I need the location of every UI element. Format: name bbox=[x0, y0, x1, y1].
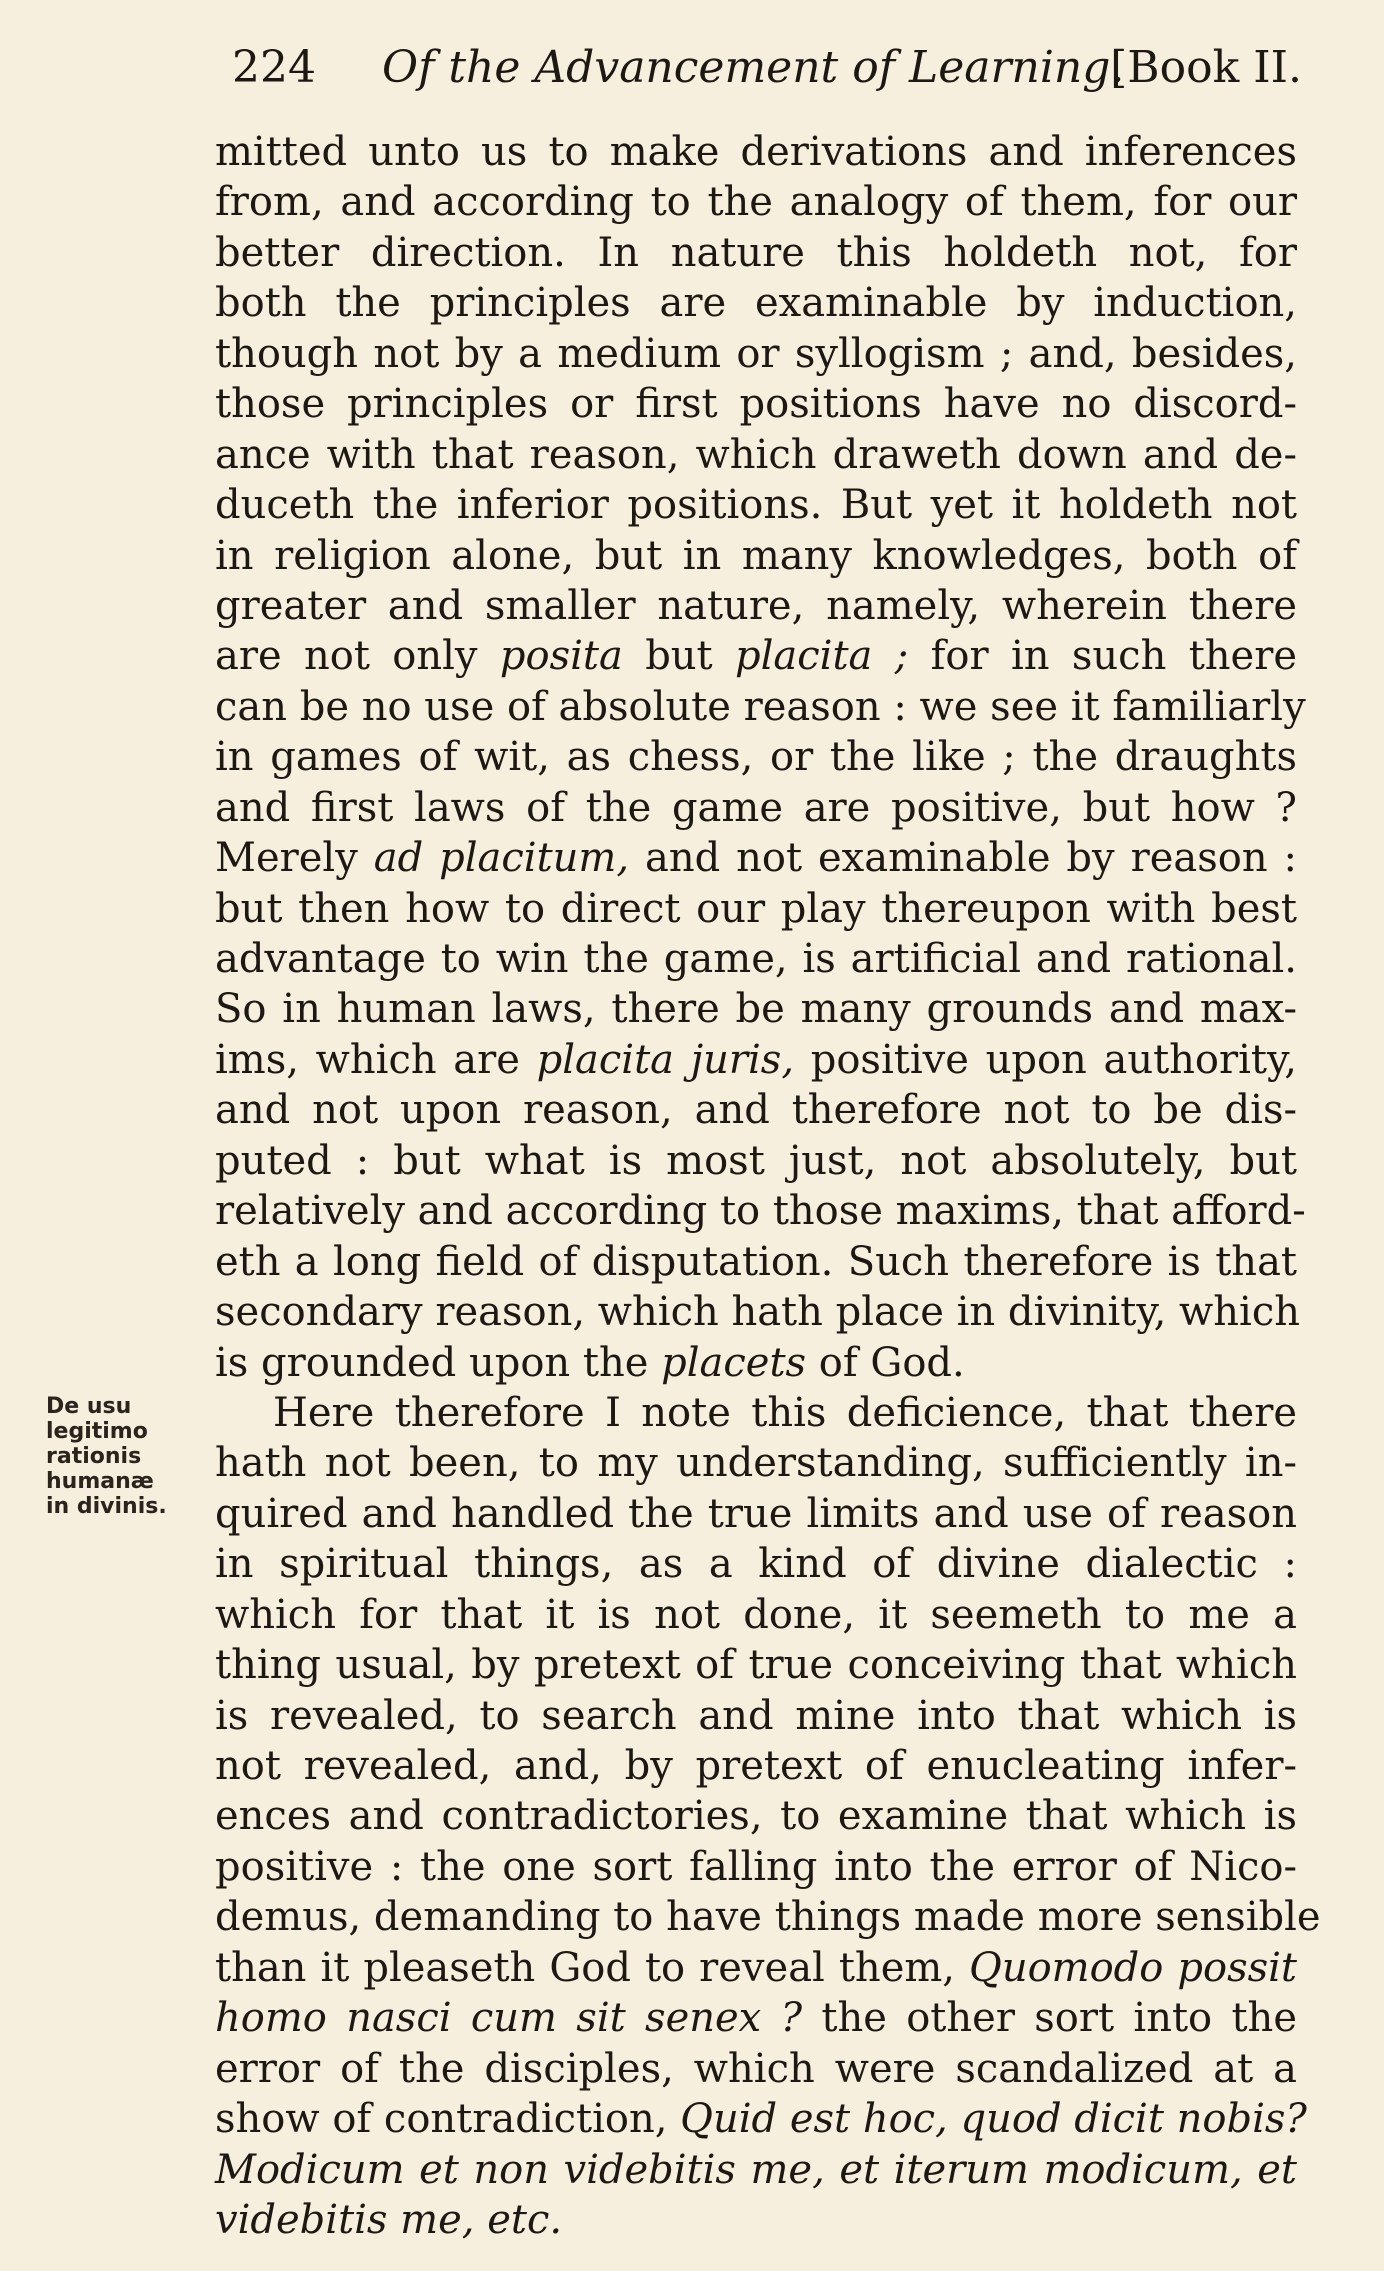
text-line bbox=[215, 430, 1297, 480]
text-segment: the other sort into the bbox=[802, 1995, 1297, 2042]
text-segment: advantage to win the game, is artificial and rational. bbox=[215, 936, 1297, 982]
text-segment: which for that it is not done, it seemeth to me a bbox=[215, 1591, 1297, 1638]
text-segment: Merely bbox=[215, 835, 374, 882]
text-line bbox=[215, 1237, 1297, 1287]
text-segment: ences and contradictories, to examine that which is bbox=[215, 1793, 1297, 1840]
italic-text: Quid est hoc, quod dicit nobis? bbox=[680, 2096, 1307, 2143]
text-line bbox=[215, 1691, 1297, 1741]
text-line bbox=[215, 329, 1297, 379]
text-segment: are not only bbox=[215, 633, 500, 680]
text-segment: quired and handled the true limits and use of reason bbox=[215, 1490, 1297, 1537]
text-segment: puted : but what is most just, not absolutely, but bbox=[215, 1137, 1297, 1184]
italic-text: Quomodo possit bbox=[969, 1944, 1297, 1991]
text-line bbox=[215, 2195, 1297, 2245]
page-number: 224 bbox=[232, 42, 316, 93]
marginal-note-line: rationis bbox=[46, 1444, 142, 1469]
text-segment: can be no use of absolute reason : we see it familiarly bbox=[215, 683, 1306, 730]
text-segment: both the principles are examinable by induction, bbox=[215, 280, 1297, 327]
body-text bbox=[215, 127, 1321, 2245]
text-line bbox=[215, 531, 1297, 581]
text-line bbox=[215, 1842, 1297, 1892]
text-line bbox=[215, 783, 1297, 833]
text-line bbox=[215, 1489, 1297, 1539]
text-segment: for in such there bbox=[908, 633, 1297, 680]
text-line bbox=[215, 1943, 1297, 1993]
text-segment: positive : the one sort falling into the error of Nico- bbox=[215, 1843, 1297, 1890]
italic-text: ad placitum, bbox=[373, 835, 630, 882]
text-line bbox=[215, 1388, 1297, 1438]
running-header bbox=[232, 38, 1302, 98]
text-segment: in games of wit, as chess, or the like ; the draughts bbox=[215, 734, 1297, 781]
text-segment: eth a long field of disputation. Such therefore is that bbox=[215, 1238, 1297, 1285]
text-line bbox=[215, 379, 1297, 429]
text-segment: ims, which are bbox=[215, 1036, 537, 1083]
text-segment: mitted unto us to make derivations and inferences bbox=[215, 129, 1297, 175]
text-segment: in spiritual things, as a kind of divine dialectic : bbox=[215, 1541, 1297, 1588]
text-segment: though not by a medium or syllogism ; and, besides, bbox=[215, 330, 1297, 377]
text-segment: is grounded upon the bbox=[215, 1339, 662, 1386]
text-line bbox=[215, 228, 1297, 278]
text-segment: Here therefore I note this deficience, that there bbox=[273, 1389, 1297, 1436]
marginal-note-line: humanæ bbox=[46, 1469, 154, 1494]
italic-text: placita ; bbox=[735, 633, 909, 680]
text-line bbox=[215, 1035, 1297, 1085]
marginal-note-line: De usu bbox=[46, 1394, 132, 1419]
text-line bbox=[215, 480, 1297, 530]
text-line bbox=[215, 884, 1297, 934]
text-line bbox=[215, 682, 1306, 732]
text-segment: of God. bbox=[806, 1339, 965, 1386]
text-segment: better direction. In nature this holdeth not, for bbox=[215, 229, 1297, 276]
text-line bbox=[215, 631, 1297, 681]
text-segment: duceth the inferior positions. But yet it holdeth not bbox=[215, 482, 1297, 529]
text-line bbox=[215, 2044, 1297, 2094]
text-segment: those principles or first positions have no discord- bbox=[215, 381, 1297, 428]
text-line bbox=[215, 1338, 1297, 1388]
text-line bbox=[215, 1791, 1297, 1841]
marginal-note-line: legitimo bbox=[46, 1419, 148, 1444]
text-segment: from, and according to the analogy of them, for our bbox=[215, 179, 1297, 226]
text-segment: So in human laws, there be many grounds and max- bbox=[215, 986, 1297, 1033]
text-segment: and not upon reason, and therefore not to be dis- bbox=[215, 1087, 1297, 1134]
text-segment: show of contradiction, bbox=[215, 2096, 681, 2143]
text-line bbox=[215, 1741, 1297, 1791]
text-segment: is revealed, to search and mine into that which is bbox=[215, 1692, 1297, 1739]
text-line bbox=[215, 1136, 1297, 1186]
text-segment: secondary reason, which hath place in divinity, which bbox=[215, 1289, 1300, 1336]
italic-text: videbitis me, etc. bbox=[215, 2196, 563, 2243]
text-segment: positive upon authority, bbox=[794, 1036, 1298, 1083]
text-line bbox=[215, 1438, 1297, 1488]
text-line bbox=[215, 984, 1297, 1034]
text-line bbox=[215, 1892, 1321, 1942]
text-segment: in religion alone, but in many knowledges, both of bbox=[215, 532, 1297, 579]
book-label: [Book II. bbox=[1110, 42, 1302, 93]
text-segment: and first laws of the game are positive, but how ? bbox=[215, 784, 1297, 831]
italic-text: Modicum et non videbitis me, et iterum modicum, et bbox=[215, 2146, 1297, 2193]
italic-text: placets bbox=[661, 1339, 807, 1386]
text-segment: demus, demanding to have things made more sensible bbox=[215, 1894, 1321, 1941]
text-line bbox=[215, 177, 1297, 227]
italic-text: placita juris, bbox=[536, 1036, 795, 1083]
text-line bbox=[215, 1085, 1297, 1135]
text-segment: hath not been, to my understanding, sufficiently in- bbox=[215, 1440, 1297, 1487]
text-line bbox=[215, 127, 1297, 177]
text-segment: thing usual, by pretext of true conceiving that which bbox=[215, 1642, 1297, 1689]
text-line bbox=[215, 1539, 1297, 1589]
marginal-note-line: in divinis. bbox=[46, 1494, 167, 1519]
running-title: Of the Advancement of Learning. bbox=[382, 42, 1125, 93]
text-line bbox=[215, 581, 1297, 631]
italic-text: homo nasci cum sit senex ? bbox=[215, 1995, 803, 2042]
text-line bbox=[215, 833, 1297, 883]
text-segment: error of the disciples, which were scandalized at a bbox=[215, 2045, 1297, 2092]
text-line bbox=[215, 1993, 1297, 2043]
text-line bbox=[215, 1640, 1297, 1690]
marginal-note bbox=[46, 1394, 196, 1519]
text-line bbox=[215, 2145, 1297, 2195]
text-line bbox=[215, 278, 1297, 328]
text-line bbox=[215, 1590, 1297, 1640]
text-line bbox=[215, 1287, 1300, 1337]
text-line bbox=[215, 732, 1297, 782]
text-segment: greater and smaller nature, namely, wherein there bbox=[215, 582, 1297, 629]
text-segment: ance with that reason, which draweth down and de- bbox=[215, 431, 1297, 478]
text-segment: but then how to direct our play thereupon with best bbox=[215, 885, 1297, 932]
text-segment: but bbox=[622, 633, 735, 680]
text-line bbox=[215, 2094, 1307, 2144]
text-segment: not revealed, and, by pretext of enucleating infer- bbox=[215, 1743, 1297, 1789]
italic-text: posita bbox=[499, 633, 623, 680]
text-segment: than it pleaseth God to reveal them, bbox=[215, 1944, 970, 1991]
text-segment: and not examinable by reason : bbox=[629, 835, 1297, 882]
text-line bbox=[215, 1186, 1306, 1236]
text-segment: relatively and according to those maxims, that afford- bbox=[215, 1188, 1306, 1235]
text-line bbox=[215, 934, 1297, 984]
